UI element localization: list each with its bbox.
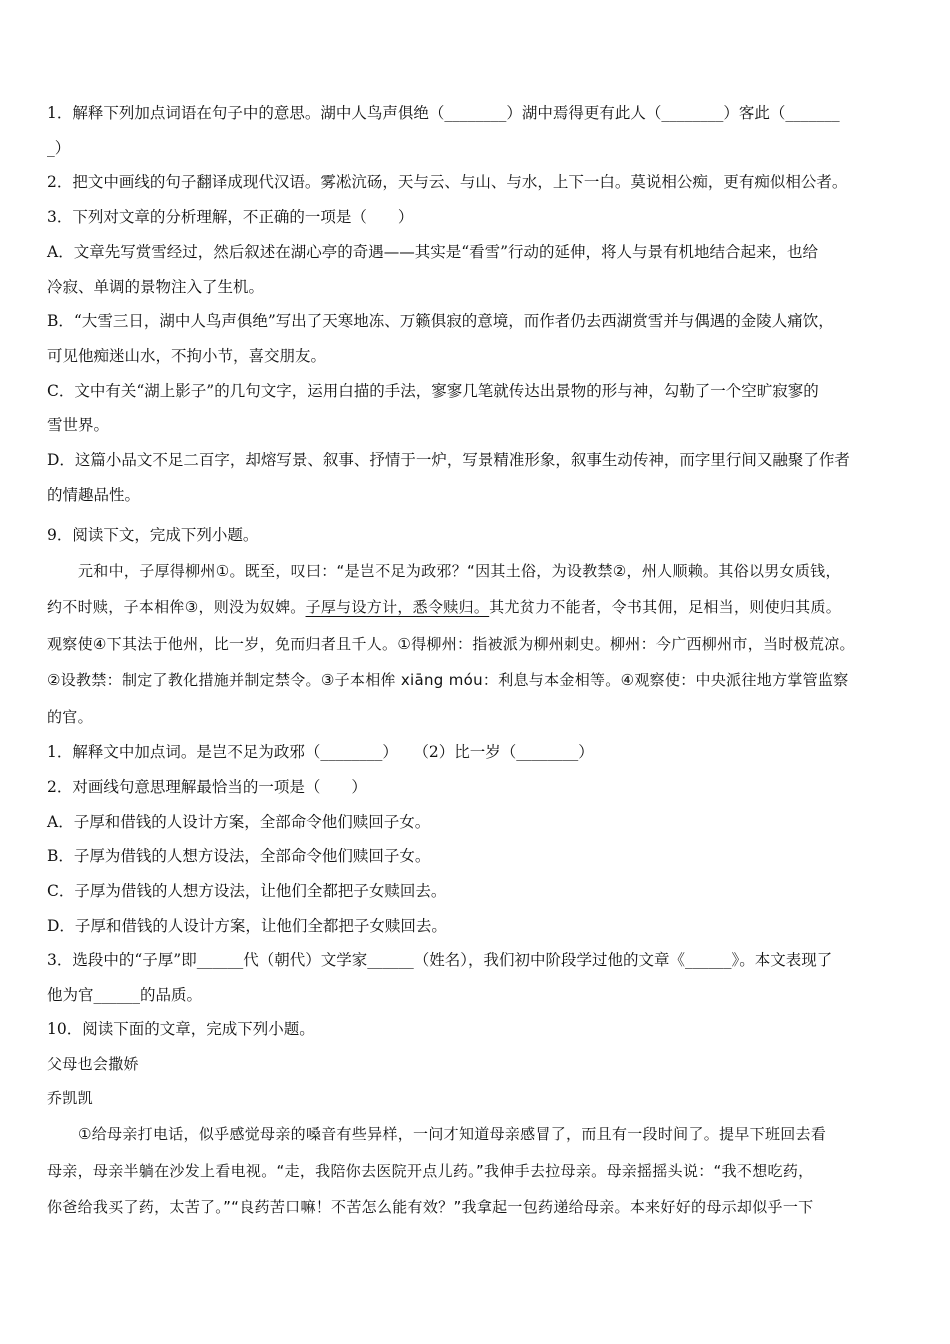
question-8-block: [47, 96, 907, 512]
q9-passage-line4: ②设教禁：制定了教化措施并制定禁令。③子本相侔 xiāng móu：利息与本金相等。④观察使：中央派往地方掌管监察: [47, 671, 849, 690]
q8-option-d-line2: 的情趣品性。: [47, 485, 141, 504]
q10-passage-line3: 你爸给我买了药，太苦了。”“良药苦口嘛！不苦怎么能有效？”我拿起一包药递给母亲。本来好好的母示却似乎一下: [47, 1198, 814, 1217]
q8-option-b-line1: B．“大雪三日，湖中人鸟声俱绝”写出了天寒地冻、万籁俱寂的意境，而作者仍去西湖赏雪并与偶遇的金陵人痛饮，: [47, 312, 834, 331]
q10-passage-line1: ①给母亲打电话，似乎感觉母亲的嗓音有些异样，一问才知道母亲感冒了，而且有一段时间了。提早下班回去看: [78, 1125, 827, 1144]
q9-option-a: A．子厚和借钱的人设计方案，全部命令他们赎回子女。: [47, 812, 431, 831]
q8-option-a-line1: A．文章先写赏雪经过，然后叙述在湖心亭的奇遇——其实是“看雪”行动的延伸，将人与景有机地结合起来，也给: [47, 242, 819, 261]
q9-sub3-line1: 3．选段中的“子厚”即______代（朝代）文学家______（姓名），我们初中阶段学过他的文章《______》。本文表现了: [47, 951, 833, 970]
q8-option-a-line2: 冷寂、单调的景物注入了生机。: [47, 277, 265, 296]
q8-option-d-line1: D．这篇小品文不足二百字，却熔写景、叙事、抒情于一炉，写景精准形象，叙事生动传神，而字里行间又融聚了作者: [47, 451, 850, 470]
underlined-sentence: 子厚与设方计，悉令赎归。: [305, 598, 490, 617]
q9-passage-line5: 的官。: [47, 707, 93, 726]
q8-option-b-line2: 可见他痴迷山水，不拘小节，喜交朋友。: [47, 346, 327, 365]
article-author: 乔凯凯: [47, 1089, 93, 1108]
q10-passage: [47, 1116, 907, 1226]
question-10-block: [47, 1012, 907, 1226]
q9-passage-line1: 元和中，子厚得柳州①。既至，叹曰：“是岂不足为政邪？“因其土俗，为设教禁②，州人顺赖。其俗以男女质钱，: [78, 561, 841, 580]
q9-heading: 9．阅读下文，完成下列小题。: [47, 526, 259, 544]
q8-sub3: 3．下列对文章的分析理解，不正确的一项是（ ）: [47, 208, 414, 227]
q9-sub3-line2: 他为官______的品质。: [47, 986, 203, 1005]
question-9-block: [47, 518, 907, 1013]
q9-passage: [47, 553, 907, 736]
q9-option-b: B．子厚为借钱的人想方设法，全部命令他们赎回子女。: [47, 847, 431, 866]
q8-sub1: 1．解释下列加点词语在句子中的意思。湖中人鸟声俱绝（________）湖中焉得更有此人（________）客此（_______: [47, 104, 840, 122]
q10-heading: 10．阅读下面的文章，完成下列小题。: [47, 1020, 315, 1038]
q9-sub2: 2．对画线句意思理解最恰当的一项是（ ）: [47, 777, 367, 796]
q9-passage-line2: 约不时赎，子本相侔③，则没为奴婢。子厚与设方计，悉令赎归。其尤贫力不能者，令书其佣，足相当，则使归其质。: [47, 598, 842, 617]
q8-option-c-line2: 雪世界。: [47, 416, 110, 435]
q8-sub2: 2．把文中画线的句子翻译成现代汉语。雾凇沆砀，天与云、与山、与水，上下一白。莫说相公痴，更有痴似相公者。: [47, 173, 848, 192]
q10-passage-line2: 母亲，母亲半躺在沙发上看电视。“走，我陪你去医院开点儿药。”我伸手去拉母亲。母亲摇摇头说：“我不想吃药，: [47, 1161, 814, 1180]
q8-option-c-line1: C．文中有关“湖上影子”的几句文字，运用白描的手法，寥寥几笔就传达出景物的形与神，勾勒了一个空旷寂寥的: [47, 381, 819, 400]
article-title: 父母也会撒娇: [47, 1054, 139, 1073]
q9-passage-line3: 观察使④下其法于他州，比一岁，免而归者且千人。①得柳州：指被派为柳州刺史。柳州：今广西柳州市，当时极荒凉。: [47, 634, 855, 653]
q9-sub1: 1．解释文中加点词。是岂不足为政邪（________） （2）比一岁（________）: [47, 743, 594, 762]
q8-sub1-cont: _）: [47, 138, 71, 157]
q9-option-c: C．子厚为借钱的人想方设法，让他们全都把子女赎回去。: [47, 882, 447, 901]
q9-option-d: D．子厚和借钱的人设计方案，让他们全都把子女赎回去。: [47, 916, 447, 935]
